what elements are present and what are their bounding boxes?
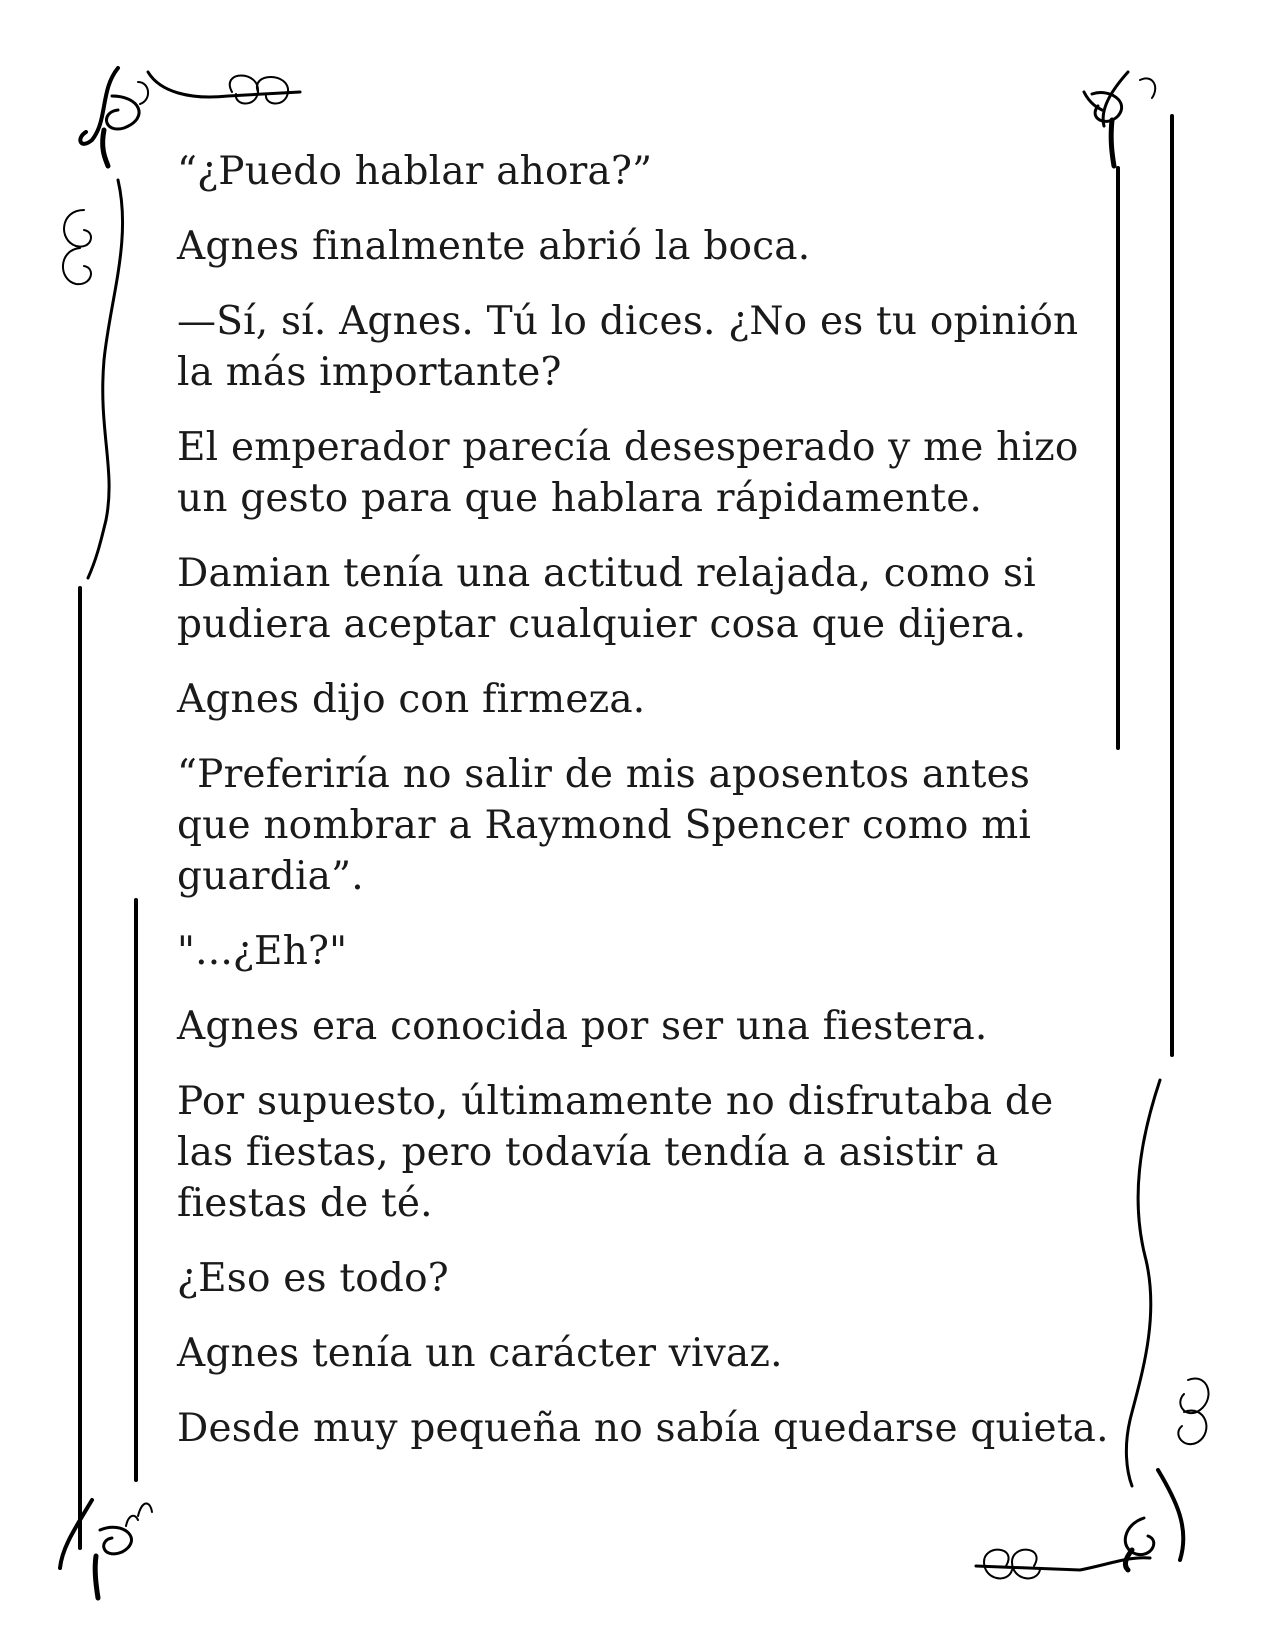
paragraph: ¿Eso es todo?: [177, 1256, 449, 1301]
body-text: [177, 146, 1112, 1478]
paragraph: Agnes tenía un carácter vivaz.: [177, 1331, 783, 1376]
paragraph: Agnes finalmente abrió la boca.: [177, 224, 811, 269]
paragraph: Por supuesto, últimamente no disfrutaba de las fiestas, pero todavía tendía a asistir a fiestas de té.: [177, 1079, 1054, 1226]
paragraph: "...¿Eh?": [177, 929, 348, 974]
paragraph: Agnes dijo con firmeza.: [177, 677, 646, 722]
paragraph: “¿Puedo hablar ahora?”: [177, 149, 653, 194]
paragraph: Desde muy pequeña no sabía quedarse quieta.: [177, 1406, 1109, 1451]
paragraph: Damian tenía una actitud relajada, como si pudiera aceptar cualquier cosa que dijera.: [177, 551, 1036, 647]
paragraph: “Preferiría no salir de mis aposentos antes que nombrar a Raymond Spencer como mi guardia”.: [177, 752, 1032, 899]
paragraph: Agnes era conocida por ser una fiestera.: [177, 1004, 988, 1049]
paragraph: —Sí, sí. Agnes. Tú lo dices. ¿No es tu opinión la más importante?: [177, 299, 1079, 395]
bottom-left-flourish-icon: [60, 1500, 152, 1598]
paragraph: El emperador parecía desesperado y me hizo un gesto para que hablara rápidamente.: [177, 425, 1079, 521]
